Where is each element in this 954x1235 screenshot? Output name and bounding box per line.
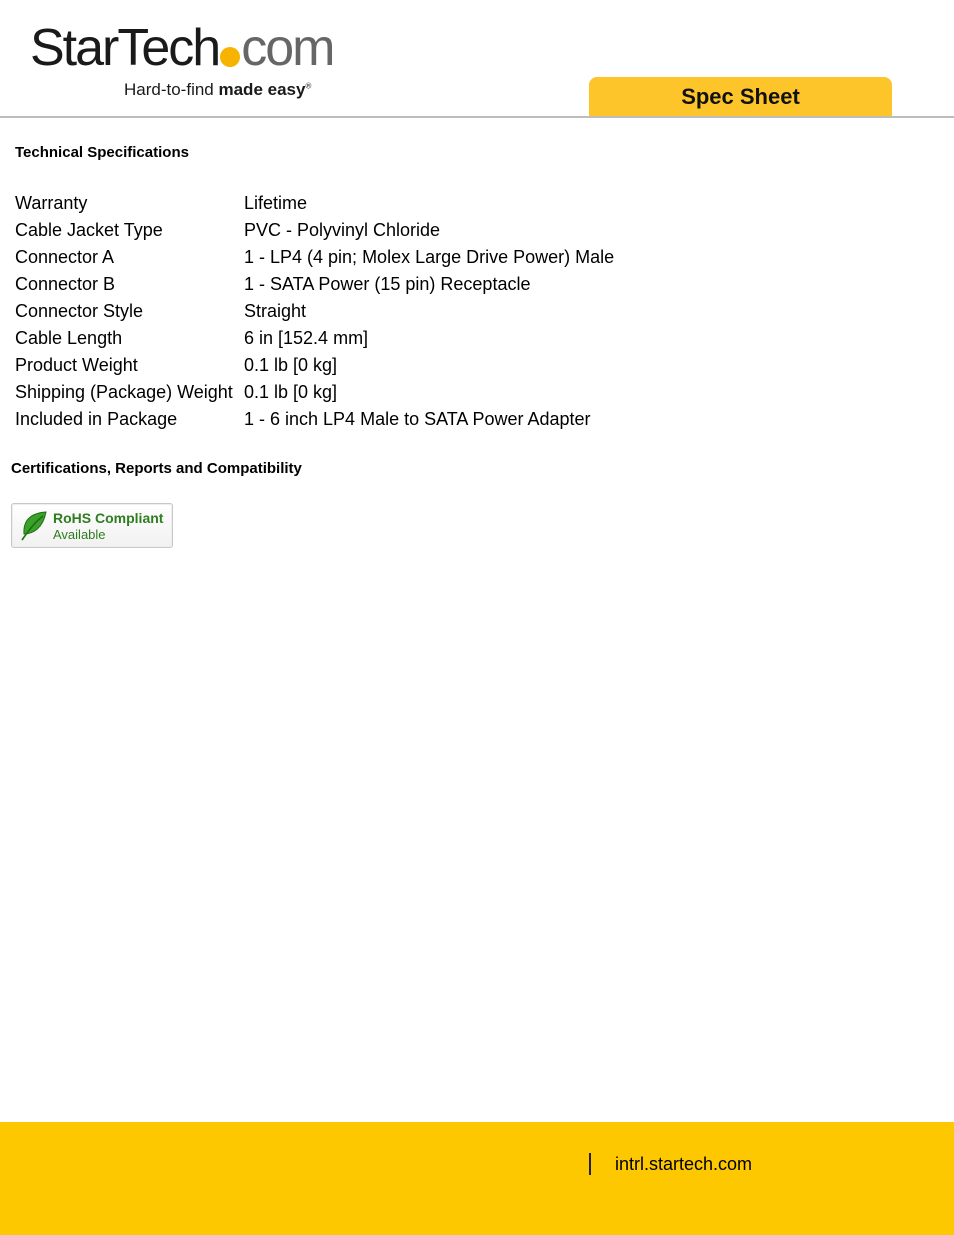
header [0, 0, 954, 118]
table-row [15, 271, 614, 298]
spec-value: 6 in [152.4 mm] [244, 328, 369, 348]
spec-label: Connector A [15, 247, 115, 267]
spec-label: Included in Package [15, 409, 178, 429]
spec-label: Cable Length [15, 328, 123, 348]
table-row [15, 325, 614, 352]
footer-divider [589, 1153, 591, 1175]
spec-label: Cable Jacket Type [15, 220, 163, 240]
spec-label: Connector Style [15, 301, 144, 321]
spec-label: Product Weight [15, 355, 138, 375]
logo-dot-icon [220, 47, 240, 67]
rohs-badge[interactable] [11, 503, 173, 548]
spec-value: PVC - Polyvinyl Chloride [244, 220, 441, 240]
table-row [15, 190, 614, 217]
rohs-badge-title: RoHS Compliant [53, 510, 164, 526]
spec-label: Shipping (Package) Weight [15, 382, 233, 402]
spec-sheet-tab: Spec Sheet [589, 77, 892, 117]
table-row [15, 352, 614, 379]
table-row [15, 217, 614, 244]
spec-value: Lifetime [244, 193, 308, 213]
tagline-light: Hard-to-find [124, 80, 219, 99]
footer [0, 1122, 954, 1235]
tagline-mark: ® [305, 81, 312, 91]
leaf-icon [19, 510, 49, 542]
spec-value: 1 - 6 inch LP4 Male to SATA Power Adapter [244, 409, 591, 429]
spec-table [15, 190, 614, 433]
spec-value: 0.1 lb [0 kg] [244, 382, 338, 402]
rohs-badge-subtitle: Available [53, 527, 106, 542]
spec-value: 1 - LP4 (4 pin; Molex Large Drive Power) Male [244, 247, 615, 267]
logo-brand: StarTech [30, 19, 220, 77]
table-row [15, 298, 614, 325]
spec-label: Warranty [15, 193, 88, 213]
logo-suffix: com [241, 19, 334, 77]
logo-tagline [124, 80, 311, 100]
startech-logo[interactable] [28, 18, 334, 108]
spec-value: 1 - SATA Power (15 pin) Receptacle [244, 274, 531, 294]
table-row [15, 244, 614, 271]
table-row [15, 379, 614, 406]
certifications-title: Certifications, Reports and Compatibility [11, 460, 302, 477]
logo-wordmark [30, 18, 333, 78]
table-row [15, 406, 614, 433]
technical-specifications-title: Technical Specifications [15, 144, 189, 161]
spec-value: Straight [244, 301, 307, 321]
footer-website-link[interactable]: intrl.startech.com [615, 1154, 753, 1174]
spec-label: Connector B [15, 274, 116, 294]
spec-value: 0.1 lb [0 kg] [244, 355, 338, 375]
tagline-bold: made easy [218, 80, 306, 99]
header-divider [0, 116, 954, 118]
